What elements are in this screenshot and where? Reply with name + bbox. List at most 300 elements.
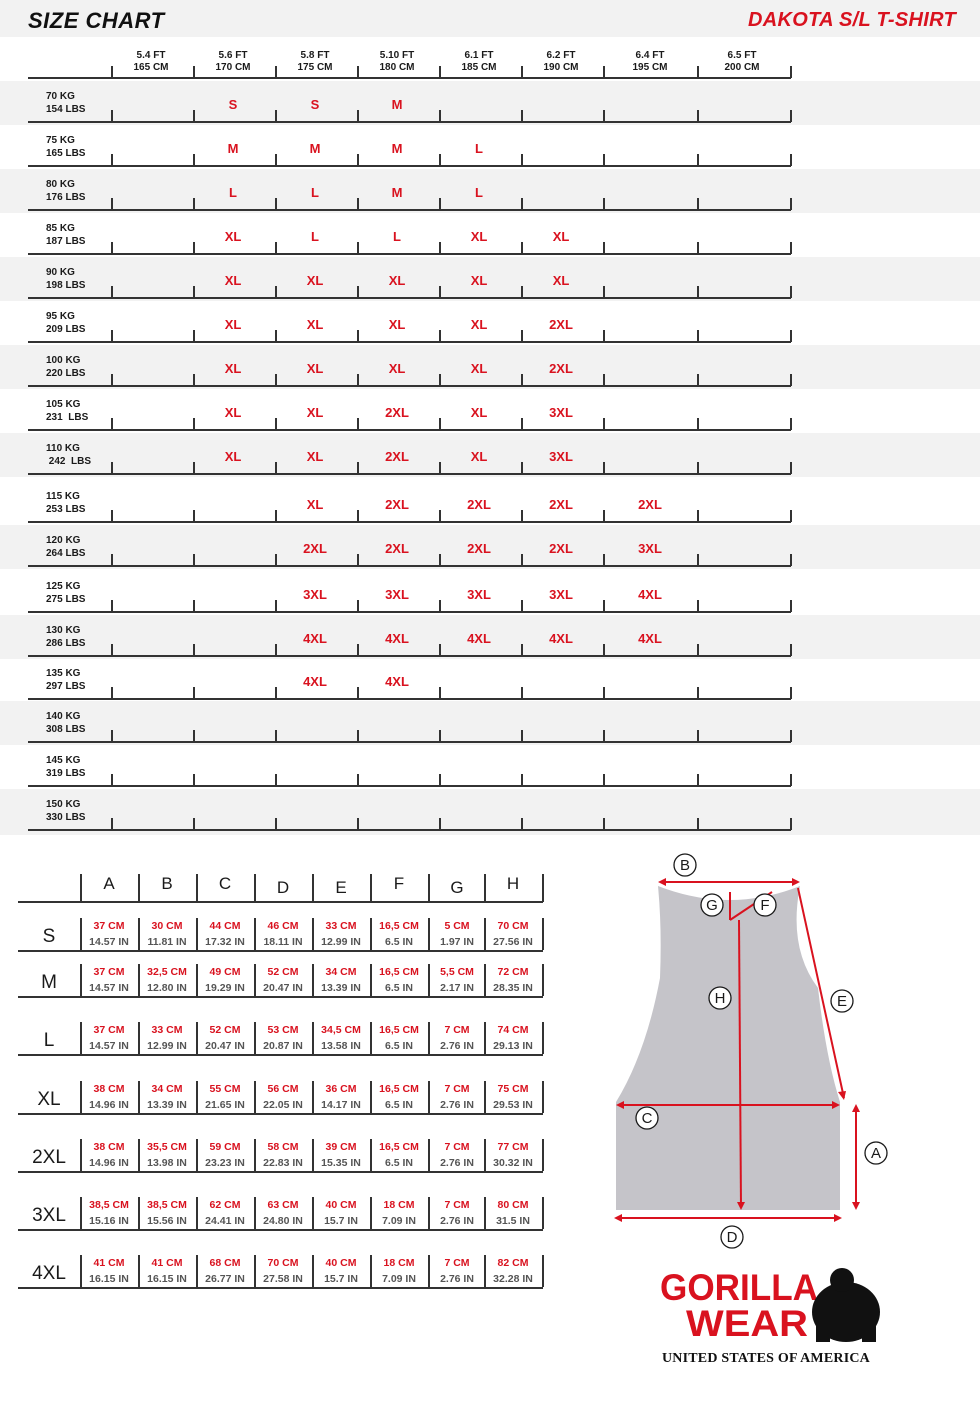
- column-divider: [370, 1139, 372, 1171]
- measure-in: 20.47 IN: [263, 982, 303, 994]
- measure-cm: 38 CM: [93, 1083, 125, 1095]
- measure-in: 2.76 IN: [440, 1040, 474, 1052]
- diagram-label: A: [870, 1145, 882, 1162]
- column-tick: [790, 462, 792, 474]
- measure-in: 30.32 IN: [493, 1157, 533, 1169]
- column-tick: [275, 462, 277, 474]
- column-tick: [697, 418, 699, 430]
- measure-cm: 41 CM: [93, 1257, 125, 1269]
- measure-in: 6.5 IN: [384, 982, 413, 994]
- measure-cm: 74 CM: [497, 1024, 529, 1036]
- column-tick: [790, 818, 792, 830]
- column-divider: [542, 1081, 544, 1113]
- column-tick: [275, 374, 277, 386]
- size-cell: XL: [470, 405, 488, 420]
- column-tick: [521, 600, 523, 612]
- height-cm: 190 CM: [543, 62, 579, 73]
- measure-cm: 70 CM: [267, 1257, 299, 1269]
- size-cell: XL: [224, 273, 242, 288]
- column-tick: [193, 687, 195, 699]
- measure-in: 14.96 IN: [89, 1099, 129, 1111]
- weight-kg: 110 KG: [46, 443, 80, 454]
- measure-cm: 37 CM: [93, 966, 125, 978]
- size-cell: 3XL: [549, 449, 573, 464]
- measure-cm: 82 CM: [497, 1257, 529, 1269]
- column-tick: [439, 330, 441, 342]
- column-tick: [521, 644, 523, 656]
- column-divider: [254, 918, 256, 950]
- measure-cm: 62 CM: [209, 1199, 241, 1211]
- column-tick: [439, 554, 441, 566]
- measure-in: 14.57 IN: [89, 982, 129, 994]
- measure-in: 14.57 IN: [89, 1040, 129, 1052]
- size-cell: M: [391, 185, 403, 200]
- column-divider: [484, 1139, 486, 1171]
- row-divider: [28, 655, 791, 657]
- column-tick: [790, 418, 792, 430]
- weight-lbs: 231 LBS: [46, 412, 89, 423]
- measure-in: 15.16 IN: [89, 1215, 129, 1227]
- column-tick: [275, 66, 277, 78]
- column-tick: [790, 286, 792, 298]
- row-divider: [28, 741, 791, 743]
- column-tick: [439, 730, 441, 742]
- column-tick: [790, 774, 792, 786]
- row-divider: [28, 209, 791, 211]
- column-divider: [542, 964, 544, 996]
- size-cell: M: [391, 141, 403, 156]
- column-tick: [111, 286, 113, 298]
- row-divider: [28, 521, 791, 523]
- column-tick: [275, 510, 277, 522]
- weight-lbs: 154 LBS: [46, 104, 86, 115]
- measure-cm: 7 CM: [444, 1141, 470, 1153]
- column-divider: [428, 1255, 430, 1287]
- column-tick: [357, 374, 359, 386]
- size-cell: L: [311, 185, 319, 200]
- column-divider: [542, 874, 544, 902]
- column-divider: [138, 1081, 140, 1113]
- column-divider: [484, 1255, 486, 1287]
- size-label: 3XL: [32, 1205, 66, 1226]
- column-tick: [439, 110, 441, 122]
- size-label: L: [43, 1030, 55, 1051]
- row-divider: [28, 785, 791, 787]
- measure-in: 18.11 IN: [263, 936, 303, 948]
- column-tick: [275, 644, 277, 656]
- size-cell: 2XL: [467, 541, 491, 556]
- measure-in: 1.97 IN: [440, 936, 474, 948]
- measure-in: 14.17 IN: [321, 1099, 361, 1111]
- weight-label: [46, 266, 85, 292]
- measure-in: 16.15 IN: [147, 1273, 187, 1285]
- row-divider: [28, 341, 791, 343]
- measure-in: 15.7 IN: [324, 1273, 358, 1285]
- column-tick: [275, 198, 277, 210]
- height-ft: 5.4 FT: [136, 50, 166, 61]
- column-tick: [439, 374, 441, 386]
- weight-kg: 70 KG: [46, 91, 75, 102]
- measure-in: 16.15 IN: [89, 1273, 129, 1285]
- column-tick: [439, 66, 441, 78]
- column-tick: [357, 66, 359, 78]
- size-label: 4XL: [32, 1263, 66, 1284]
- product-title: DAKOTA S/L T-SHIRT: [748, 9, 956, 31]
- column-divider: [542, 1197, 544, 1229]
- measure-in: 6.5 IN: [384, 1157, 413, 1169]
- measure-in: 15.35 IN: [321, 1157, 361, 1169]
- weight-lbs: 187 LBS: [46, 236, 86, 247]
- column-divider: [138, 1197, 140, 1229]
- measure-cm: 53 CM: [267, 1024, 299, 1036]
- column-tick: [275, 286, 277, 298]
- measure-cm: 16,5 CM: [379, 1083, 419, 1095]
- measure-cm: 34 CM: [151, 1083, 183, 1095]
- measure-cm: 44 CM: [209, 920, 241, 932]
- row-divider: [18, 1229, 543, 1231]
- column-tick: [521, 330, 523, 342]
- column-tick: [439, 818, 441, 830]
- measure-in: 22.05 IN: [263, 1099, 303, 1111]
- measure-cm: 34,5 CM: [321, 1024, 361, 1036]
- row-divider: [28, 429, 791, 431]
- size-cell: XL: [224, 317, 242, 332]
- weight-label: [46, 222, 85, 248]
- measure-cm: 30 CM: [151, 920, 183, 932]
- row-divider: [28, 698, 791, 700]
- size-cell: M: [309, 141, 321, 156]
- measure-cm: 35,5 CM: [147, 1141, 187, 1153]
- size-cell: 4XL: [549, 631, 573, 646]
- column-divider: [254, 1139, 256, 1171]
- column-divider: [370, 1197, 372, 1229]
- measure-cm: 38,5 CM: [89, 1199, 129, 1211]
- measure-in: 2.76 IN: [440, 1099, 474, 1111]
- size-cell: L: [393, 229, 401, 244]
- size-cell: S: [310, 97, 320, 112]
- column-tick: [193, 600, 195, 612]
- column-tick: [111, 730, 113, 742]
- column-tick: [603, 818, 605, 830]
- measure-cm: 80 CM: [497, 1199, 529, 1211]
- column-tick: [603, 330, 605, 342]
- measure-cm: 7 CM: [444, 1199, 470, 1211]
- size-cell: XL: [306, 497, 324, 512]
- weight-kg: 95 KG: [46, 311, 75, 322]
- column-tick: [193, 554, 195, 566]
- row-divider: [28, 297, 791, 299]
- measure-cm: 18 CM: [383, 1257, 415, 1269]
- row-divider: [18, 1113, 543, 1115]
- weight-kg: 85 KG: [46, 223, 75, 234]
- size-cell: XL: [306, 361, 324, 376]
- column-tick: [357, 554, 359, 566]
- measure-in: 20.87 IN: [263, 1040, 303, 1052]
- column-tick: [275, 600, 277, 612]
- column-divider: [312, 1139, 314, 1171]
- column-divider: [542, 1255, 544, 1287]
- column-tick: [697, 818, 699, 830]
- measure-in: 13.98 IN: [147, 1157, 187, 1169]
- measure-cm: 33 CM: [151, 1024, 183, 1036]
- column-tick: [521, 286, 523, 298]
- size-cell: XL: [224, 405, 242, 420]
- column-tick: [697, 198, 699, 210]
- column-tick: [357, 818, 359, 830]
- size-cell: XL: [306, 449, 324, 464]
- column-divider: [428, 1081, 430, 1113]
- row-divider: [18, 950, 543, 952]
- column-tick: [193, 818, 195, 830]
- column-divider: [312, 918, 314, 950]
- height-column-header: [702, 50, 782, 74]
- column-divider: [370, 964, 372, 996]
- column-tick: [603, 774, 605, 786]
- column-tick: [521, 730, 523, 742]
- column-tick: [697, 66, 699, 78]
- column-tick: [275, 554, 277, 566]
- size-cell: XL: [388, 273, 406, 288]
- column-tick: [193, 730, 195, 742]
- column-tick: [439, 510, 441, 522]
- measure-cm: 37 CM: [93, 1024, 125, 1036]
- measure-cm: 5,5 CM: [440, 966, 474, 978]
- column-tick: [603, 286, 605, 298]
- diagram-label: H: [714, 990, 726, 1007]
- size-cell: S: [228, 97, 238, 112]
- column-tick: [357, 644, 359, 656]
- size-cell: 3XL: [385, 587, 409, 602]
- weight-kg: 105 KG: [46, 399, 81, 410]
- weight-lbs: 198 LBS: [46, 280, 86, 291]
- size-cell: 2XL: [385, 449, 409, 464]
- height-cm: 175 CM: [297, 62, 333, 73]
- row-divider: [28, 77, 791, 79]
- column-divider: [196, 1139, 198, 1171]
- size-cell: L: [475, 185, 483, 200]
- column-divider: [484, 1022, 486, 1054]
- height-cm: 185 CM: [461, 62, 497, 73]
- column-divider: [312, 964, 314, 996]
- column-tick: [521, 462, 523, 474]
- weight-label: [46, 798, 85, 824]
- weight-label: [46, 442, 91, 468]
- measure-cm: 34 CM: [325, 966, 357, 978]
- column-tick: [697, 730, 699, 742]
- measure-cm: 18 CM: [383, 1199, 415, 1211]
- label-c-marker: [636, 1107, 658, 1129]
- diagram-label: F: [760, 897, 770, 914]
- measure-in: 15.7 IN: [324, 1215, 358, 1227]
- column-tick: [275, 818, 277, 830]
- size-cell: 4XL: [385, 674, 409, 689]
- size-label: XL: [37, 1089, 61, 1110]
- column-tick: [790, 330, 792, 342]
- weight-label: [46, 534, 85, 560]
- column-divider: [138, 1255, 140, 1287]
- size-cell: XL: [224, 449, 242, 464]
- measure-column-b: B: [161, 874, 173, 893]
- measure-column-h: H: [506, 874, 520, 893]
- row-divider: [18, 996, 543, 998]
- column-tick: [357, 242, 359, 254]
- size-cell: 3XL: [303, 587, 327, 602]
- size-cell: 3XL: [549, 405, 573, 420]
- size-cell: L: [475, 141, 483, 156]
- weight-lbs: 286 LBS: [46, 638, 86, 649]
- column-tick: [521, 818, 523, 830]
- column-tick: [193, 110, 195, 122]
- measure-in: 26.77 IN: [205, 1273, 245, 1285]
- column-tick: [439, 198, 441, 210]
- row-divider: [28, 165, 791, 167]
- column-divider: [196, 964, 198, 996]
- label-h-marker: [709, 987, 731, 1009]
- column-divider: [428, 1022, 430, 1054]
- measure-cm: 16,5 CM: [379, 920, 419, 932]
- column-tick: [603, 730, 605, 742]
- brand-tagline: UNITED STATES OF AMERICA: [662, 1351, 870, 1366]
- column-tick: [357, 286, 359, 298]
- column-tick: [790, 554, 792, 566]
- size-cell: 2XL: [549, 497, 573, 512]
- column-tick: [521, 554, 523, 566]
- column-tick: [439, 242, 441, 254]
- column-divider: [484, 1197, 486, 1229]
- column-divider: [254, 964, 256, 996]
- label-f-marker: [754, 894, 776, 916]
- column-divider: [312, 1081, 314, 1113]
- measure-in: 24.80 IN: [263, 1215, 303, 1227]
- weight-label: [46, 398, 88, 424]
- height-cm: 195 CM: [632, 62, 668, 73]
- size-cell: 3XL: [549, 587, 573, 602]
- weight-label: [46, 90, 85, 116]
- measure-cm: 72 CM: [497, 966, 529, 978]
- column-tick: [603, 510, 605, 522]
- weight-label: [46, 354, 85, 380]
- column-tick: [521, 418, 523, 430]
- measure-cm: 59 CM: [209, 1141, 241, 1153]
- row-divider: [28, 473, 791, 475]
- column-tick: [111, 687, 113, 699]
- height-cm: 200 CM: [724, 62, 760, 73]
- column-tick: [790, 242, 792, 254]
- column-divider: [80, 1197, 82, 1229]
- weight-lbs: 176 LBS: [46, 192, 86, 203]
- size-cell: L: [229, 185, 237, 200]
- measure-in: 2.76 IN: [440, 1273, 474, 1285]
- column-tick: [697, 374, 699, 386]
- measure-cm: 63 CM: [267, 1199, 299, 1211]
- column-divider: [196, 1255, 198, 1287]
- column-tick: [111, 198, 113, 210]
- height-column-header: [521, 50, 601, 74]
- height-column-header: [111, 50, 191, 74]
- height-ft: 5.8 FT: [300, 50, 330, 61]
- measure-cm: 36 CM: [325, 1083, 357, 1095]
- size-cell: 4XL: [638, 587, 662, 602]
- size-cell: XL: [470, 317, 488, 332]
- column-tick: [790, 110, 792, 122]
- size-cell: XL: [388, 361, 406, 376]
- size-cell: 2XL: [385, 497, 409, 512]
- measure-in: 11.81 IN: [147, 936, 187, 948]
- label-d-marker: [721, 1226, 743, 1248]
- size-cell: 4XL: [303, 631, 327, 646]
- size-cell: L: [311, 229, 319, 244]
- weight-lbs: 165 LBS: [46, 148, 86, 159]
- diagram-label: E: [836, 993, 848, 1010]
- diagram-label: G: [706, 897, 718, 914]
- column-tick: [439, 600, 441, 612]
- measure-in: 21.65 IN: [205, 1099, 245, 1111]
- column-tick: [111, 418, 113, 430]
- column-tick: [697, 687, 699, 699]
- row-divider: [18, 1171, 543, 1173]
- weight-kg: 150 KG: [46, 799, 81, 810]
- column-tick: [521, 374, 523, 386]
- measure-cm: 49 CM: [209, 966, 241, 978]
- size-cell: 4XL: [467, 631, 491, 646]
- column-tick: [521, 242, 523, 254]
- measure-cm: 58 CM: [267, 1141, 299, 1153]
- column-divider: [196, 1197, 198, 1229]
- gorilla-wear-logo: [656, 1262, 896, 1352]
- column-tick: [697, 554, 699, 566]
- column-divider: [484, 964, 486, 996]
- column-divider: [312, 1255, 314, 1287]
- column-tick: [193, 286, 195, 298]
- column-tick: [111, 510, 113, 522]
- column-tick: [439, 687, 441, 699]
- height-column-header: [439, 50, 519, 74]
- column-divider: [428, 964, 430, 996]
- column-tick: [790, 644, 792, 656]
- measure-column-d: D: [276, 878, 290, 897]
- weight-lbs: 275 LBS: [46, 594, 86, 605]
- size-cell: M: [391, 97, 403, 112]
- gorilla-icon: [812, 1268, 880, 1342]
- column-divider: [138, 1022, 140, 1054]
- size-cell: M: [227, 141, 239, 156]
- measure-column-e: E: [335, 878, 347, 897]
- garment-measurement-diagram: [600, 848, 900, 1253]
- weight-label: [46, 580, 85, 606]
- measure-in: 28.35 IN: [493, 982, 533, 994]
- column-tick: [603, 242, 605, 254]
- column-tick: [111, 462, 113, 474]
- row-divider: [18, 1054, 543, 1056]
- column-tick: [357, 600, 359, 612]
- column-divider: [80, 964, 82, 996]
- height-ft: 5.10 FT: [379, 50, 415, 61]
- measure-column-g: G: [450, 878, 464, 897]
- column-tick: [357, 730, 359, 742]
- weight-lbs: 253 LBS: [46, 504, 86, 515]
- column-divider: [80, 1139, 82, 1171]
- size-cell: 2XL: [385, 541, 409, 556]
- weight-kg: 135 KG: [46, 668, 81, 679]
- column-tick: [357, 462, 359, 474]
- column-tick: [603, 66, 605, 78]
- column-tick: [275, 418, 277, 430]
- column-tick: [439, 644, 441, 656]
- column-tick: [790, 154, 792, 166]
- measure-in: 12.99 IN: [321, 936, 361, 948]
- column-tick: [111, 818, 113, 830]
- weight-kg: 80 KG: [46, 179, 75, 190]
